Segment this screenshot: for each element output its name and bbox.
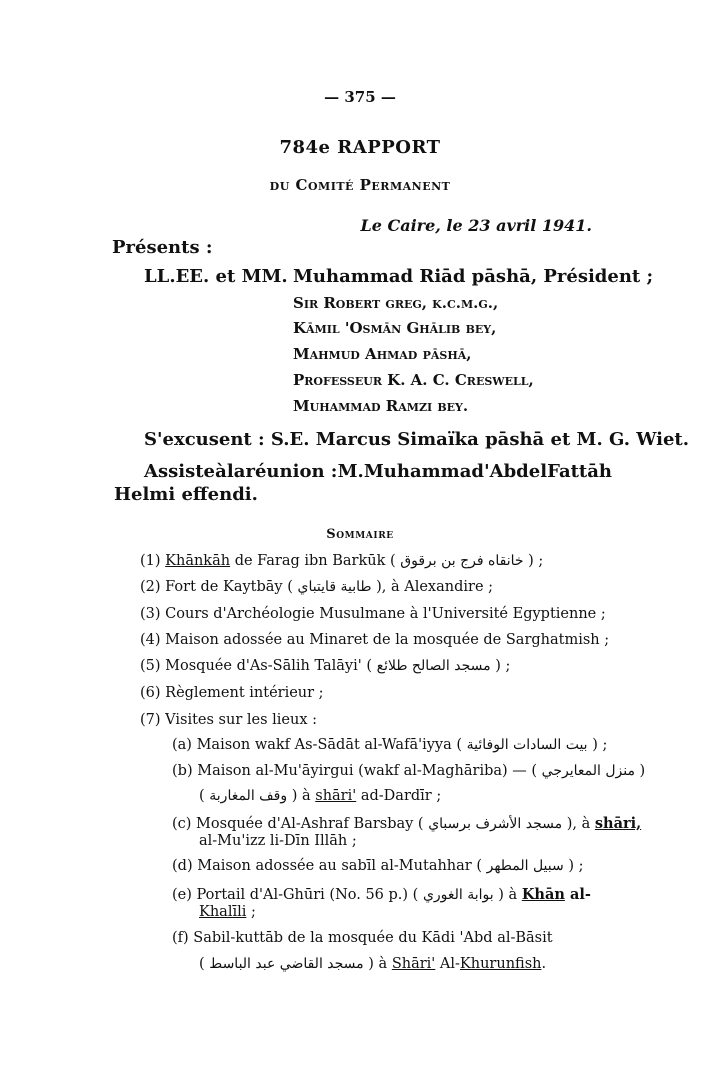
- word: la: [226, 461, 246, 482]
- sub-text-end: al-: [564, 886, 591, 903]
- item-number: (7): [140, 712, 161, 728]
- sub-text: ) à: [363, 956, 392, 972]
- item-text-end: ), à Alexandire ;: [371, 579, 494, 595]
- summary-item-1: [140, 553, 543, 569]
- sub-item-e: [172, 886, 591, 903]
- sub-text: ), à: [562, 816, 595, 832]
- sub-text-end: ) ;: [587, 737, 608, 753]
- underlined-term: Khalīli: [199, 904, 247, 920]
- attendee-line-continued: Helmi effendi.: [114, 484, 258, 505]
- arabic-text: بوابة الغوري: [422, 887, 494, 903]
- summary-item-7: [140, 712, 317, 728]
- sub-item-b-continued: [199, 788, 441, 804]
- summary-item-3: [140, 606, 606, 622]
- item-text: Cours d'Archéologie Musulmane à l'Université Egyptienne ;: [165, 606, 606, 622]
- item-number: (2): [140, 579, 161, 595]
- item-number: (5): [140, 658, 161, 674]
- underlined-term: Khānkāh: [165, 553, 231, 569]
- arabic-text: وقف المغاربة: [209, 788, 288, 804]
- sub-item-c-continued: al-Mu'izz li-Dīn Illāh ;: [199, 833, 357, 849]
- word: Muhammad: [363, 461, 484, 482]
- word: M.: [337, 461, 364, 482]
- sub-text-end: ) ;: [563, 858, 584, 874]
- presents-label: Présents :: [112, 237, 213, 258]
- underlined-term: Khurunfish: [459, 956, 542, 972]
- summary-item-2: [140, 579, 493, 595]
- sub-text-end: .: [541, 956, 547, 972]
- item-text: Fort de Kaytbāy (: [165, 579, 298, 595]
- report-subtitle: du Comité Permanent: [269, 176, 451, 194]
- sub-text: Portail d'Al-Ghūri (No. 56 p.) (: [196, 887, 423, 903]
- item-text: Mosquée d'As-Sālih Talāyi' (: [165, 658, 377, 674]
- summary-item-5: [140, 658, 510, 674]
- underlined-term: Shāri': [391, 956, 436, 972]
- sub-item-b: [172, 763, 645, 779]
- sub-item-d: [172, 858, 584, 874]
- sub-letter: (c): [172, 816, 192, 832]
- sub-letter: (a): [172, 737, 192, 753]
- paren: (: [199, 956, 210, 972]
- member-name: Muhammad Riād pāshā, Président ;: [293, 266, 654, 287]
- member-line: Muhammad Ramzi bey.: [293, 397, 469, 415]
- sub-letter: (d): [172, 858, 193, 874]
- sub-letter: (b): [172, 763, 193, 779]
- item-text-end: ) ;: [523, 553, 544, 569]
- sub-text: ) à: [287, 788, 316, 804]
- item-text: de Farag ibn Barkūk (: [230, 553, 401, 569]
- sub-item-f: [172, 930, 553, 946]
- word: à: [215, 461, 227, 482]
- sub-text: Maison wakf As-Sādāt al-Wafā'iyya (: [196, 737, 467, 753]
- underlined-term: shāri,: [594, 815, 642, 832]
- report-title: 784e RAPPORT: [279, 137, 441, 158]
- sub-item-e-continued: [199, 904, 256, 920]
- sub-text: Mosquée d'Al-Ashraf Barsbay (: [196, 816, 429, 832]
- sub-text: Maison adossée au sabīl al-Mutahhar (: [197, 858, 487, 874]
- sub-letter: (e): [172, 887, 192, 903]
- member-line: [293, 266, 653, 287]
- underlined-term: shāri': [315, 788, 357, 804]
- dateline: Le Caire, le 23 avril 1941.: [360, 216, 592, 235]
- item-number: (4): [140, 632, 161, 648]
- arabic-text: خانقاه فرج بن برقوق: [400, 553, 524, 569]
- arabic-text: بيت السادات الوفائية: [466, 737, 588, 753]
- sub-text: Al-: [435, 956, 460, 972]
- summary-item-4: [140, 632, 609, 648]
- sub-letter: (f): [172, 930, 189, 946]
- item-number: (3): [140, 606, 161, 622]
- arabic-text: مسجد الأشرف برسباي: [428, 816, 563, 832]
- page-number: — 375 —: [324, 88, 396, 106]
- item-number: (6): [140, 685, 161, 701]
- item-number: (1): [140, 553, 161, 569]
- sub-item-a: [172, 737, 607, 753]
- item-text-end: ) ;: [490, 658, 511, 674]
- members-intro: LL.EE. et MM.: [144, 266, 288, 287]
- excused-line: S'excusent : S.E. Marcus Simaïka pāshā et M. G. Wiet.: [144, 429, 690, 450]
- sub-text: Maison al-Mu'āyirgui (wakf al-Maghāriba) — (: [197, 763, 542, 779]
- member-line: Sir Robert greg, k.c.m.g.,: [293, 294, 499, 312]
- item-text: Visites sur les lieux :: [165, 712, 318, 728]
- member-line: Mahmud Ahmad pāshā,: [293, 345, 472, 363]
- word: 'Abdel: [484, 461, 548, 482]
- paren: (: [199, 788, 210, 804]
- sub-item-f-continued: [199, 956, 546, 972]
- summary-heading: Sommaire: [326, 527, 394, 542]
- word: Assiste: [144, 461, 215, 482]
- item-text: Maison adossée au Minaret de la mosquée de Sarghatmish ;: [165, 632, 610, 648]
- summary-item-6: [140, 685, 324, 701]
- underlined-term: Khān: [521, 886, 565, 903]
- attendee-line: [144, 461, 612, 482]
- arabic-text: مسجد القاضي عبد الباسط: [209, 956, 364, 972]
- member-line: Kāmil 'Osmān Ghālib bey,: [293, 319, 497, 337]
- arabic-text: منزل المعايرجي: [541, 763, 635, 779]
- sub-text: Sabil-kuttāb de la mosquée du Kādi 'Abd al-Bāsit: [193, 930, 553, 946]
- arabic-text: سبيل المطهر: [486, 858, 564, 874]
- item-text: Règlement intérieur ;: [165, 685, 324, 701]
- arabic-text: طابية قايتباي: [297, 579, 372, 595]
- sub-text: ) à: [493, 887, 522, 903]
- member-line: Professeur K. A. C. Creswell,: [293, 371, 534, 389]
- word: réunion :: [245, 461, 338, 482]
- arabic-text: مسجد الصالح طلائع: [376, 658, 491, 674]
- sub-text-end: ;: [246, 904, 256, 920]
- sub-text-end: ): [634, 763, 646, 779]
- sub-item-c: [172, 815, 641, 832]
- word: Fattāh: [547, 461, 612, 482]
- sub-text-end: ad-Dardīr ;: [356, 788, 442, 804]
